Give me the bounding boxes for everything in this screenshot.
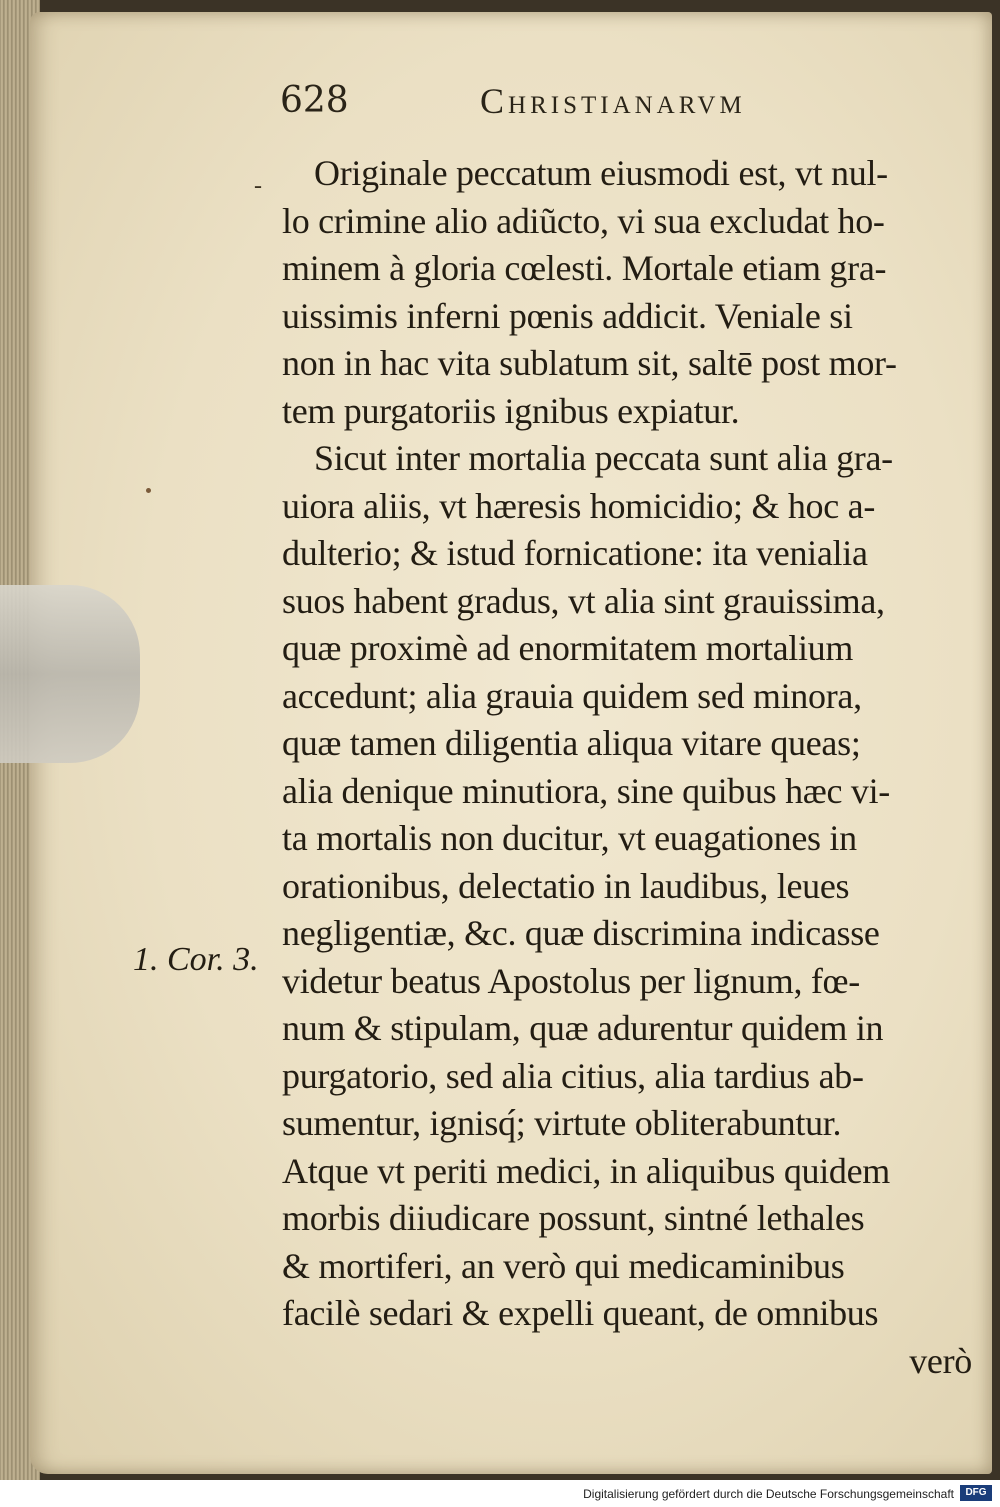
text-line: tem purgatoriis ignibus expiatur. <box>282 390 740 431</box>
dfg-logo-icon: DFG <box>960 1485 992 1501</box>
text-line: ta mortalis non ducitur, vt euagationes in <box>282 818 857 858</box>
text-line: minem à gloria cœlesti. Mortale etiam gra- <box>282 248 887 288</box>
text-line: videtur beatus Apostolus per lignum, fœ- <box>282 960 860 1001</box>
text-line: morbis diiudicare possunt, sintné lethales <box>282 1198 865 1238</box>
text-line: Atque vt periti medici, in aliquibus quidem <box>282 1150 890 1191</box>
text-line: orationibus, delectatio in laudibus, leues <box>282 865 850 906</box>
text-line: sumentur, ignisq́; virtute obliterabuntur. <box>282 1103 842 1143</box>
footer-credit: Digitalisierung gefördert durch die Deutsche Forschungsgemeinschaft <box>583 1487 954 1501</box>
text-line: & mortiferi, an verò qui medicaminibus <box>282 1245 845 1286</box>
text-line: num & stipulam, quæ adurentur quidem in <box>282 1008 884 1048</box>
text-line: lo crimine alio adiũcto, vi sua excludat ho- <box>282 200 885 241</box>
text-line: alia denique minutiora, sine quibus hæc vi- <box>282 770 890 811</box>
text-line: quæ proximè ad enormitatem mortalium <box>282 628 854 668</box>
text-line: dulterio; & istud fornicatione: ita venialia <box>282 533 868 573</box>
text-line: Originale peccatum eiusmodi est, vt nul- <box>314 153 888 193</box>
text-line: uiora aliis, vt hæresis homicidio; & hoc a- <box>282 485 876 526</box>
text-line: negligentiæ, &c. quæ discrimina indicasse <box>282 913 880 953</box>
text-line: quæ tamen diligentia aliqua vitare queas; <box>282 723 861 763</box>
page-header <box>270 80 890 130</box>
text-line: Sicut inter mortalia peccata sunt alia gra- <box>314 438 893 478</box>
text-line: accedunt; alia grauia quidem sed minora, <box>282 675 862 716</box>
text-line: uissimis inferni pœnis addicit. Veniale si <box>282 295 853 336</box>
page-clip-tab <box>0 585 140 763</box>
body-text <box>282 150 972 1385</box>
text-line: non in hac vita sublatum sit, saltē post mor- <box>282 343 897 383</box>
running-title: Christianarvm <box>480 81 746 121</box>
text-line: purgatorio, sed alia citius, alia tardius ab- <box>282 1055 864 1096</box>
text-line: suos habent gradus, vt alia sint grauissima, <box>282 580 885 621</box>
ink-speck <box>146 488 151 493</box>
text-line: facilè sedari & expelli queant, de omnibus <box>282 1293 879 1333</box>
page-number: 628 <box>280 80 349 121</box>
margin-mark: - <box>254 173 262 199</box>
catchword: verò <box>909 1340 972 1381</box>
margin-reference: 1. Cor. 3. <box>133 941 259 978</box>
footer-bar <box>0 1480 1000 1507</box>
